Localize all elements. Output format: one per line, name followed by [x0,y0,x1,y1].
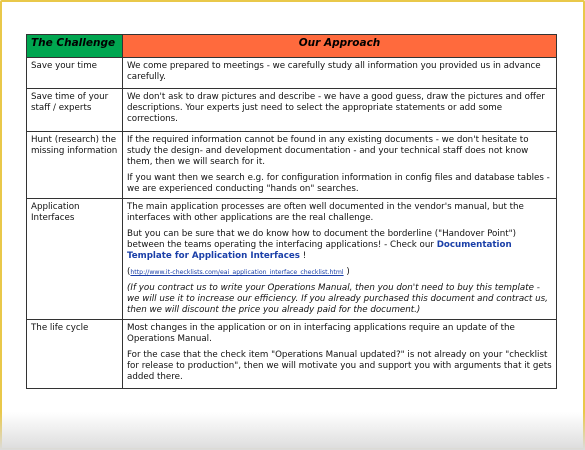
approach-paragraph: Most changes in the application or on in interfacing applications require an update of the Operations Manual. [127,323,515,344]
challenge-cell: Save your time [27,58,123,89]
approach-paragraph: If the required information cannot be found in any existing documents - we don't hesitate to study the design- and development documentation - and your technical staff does not know them, then we will search for it. [127,135,529,167]
header-challenge: The Challenge [27,35,123,58]
approach-note: (If you contract us to write your Operations Manual, then you don't need to buy this template - we will use it to increase our efficiency. If you already purchased this document and contract us, then we will discount the price you already paid for the document.) [127,283,548,315]
challenge-cell: Hunt (research) the missing information [27,132,123,199]
approach-paragraph: For the case that the check item "Operations Manual updated?" is not already on your "checklist for release to production", then we will motivate you and support you with arguments that it gets added there. [127,350,552,382]
approach-paragraph: We don't ask to draw pictures and describe - we have a good guess, draw the pictures and offer descriptions. Your experts just need to select the appropriate statements or add some corrections. [127,92,545,124]
challenge-cell: Application Interfaces [27,199,123,320]
challenge-approach-table [26,34,557,389]
challenge-cell: The life cycle [27,320,123,389]
approach-text: But you can be sure that we do know how to document the borderline ("Handover Point") between the teams operating the interfacing applications! - Check our [127,229,517,250]
table-row [27,58,557,89]
close-paren: ) [346,267,350,277]
table-header-row [27,35,557,58]
table-row [27,320,557,389]
approach-paragraph [127,229,552,262]
table-row [27,199,557,320]
approach-cell [123,320,557,389]
table-row [27,89,557,132]
documentation-template-link[interactable]: Documentation Template for Application Interfaces [127,240,512,261]
checklist-url-link[interactable]: http://www.it-checklists.com/eai_application_interface_checklist.html [130,269,344,276]
approach-paragraph: The main application processes are often well documented in the vendor's manual, but the interfaces with other applications are the real challenge. [127,202,524,223]
url-paragraph [127,267,552,278]
approach-cell [123,199,557,320]
approach-cell [123,132,557,199]
approach-cell [123,89,557,132]
open-paren: ( [127,267,131,277]
approach-paragraph: If you want then we search e.g. for configuration information in config files and database tables - we are experienced conducting "hands on" searches. [127,173,550,194]
challenge-cell: Save time of your staff / experts [27,89,123,132]
approach-paragraph: We come prepared to meetings - we carefully study all information you provided us in advance carefully. [127,61,541,82]
approach-cell [123,58,557,89]
bottom-shadow [0,412,585,450]
table-row [27,132,557,199]
header-approach: Our Approach [123,35,557,58]
exclamation-text: ! [302,251,307,261]
